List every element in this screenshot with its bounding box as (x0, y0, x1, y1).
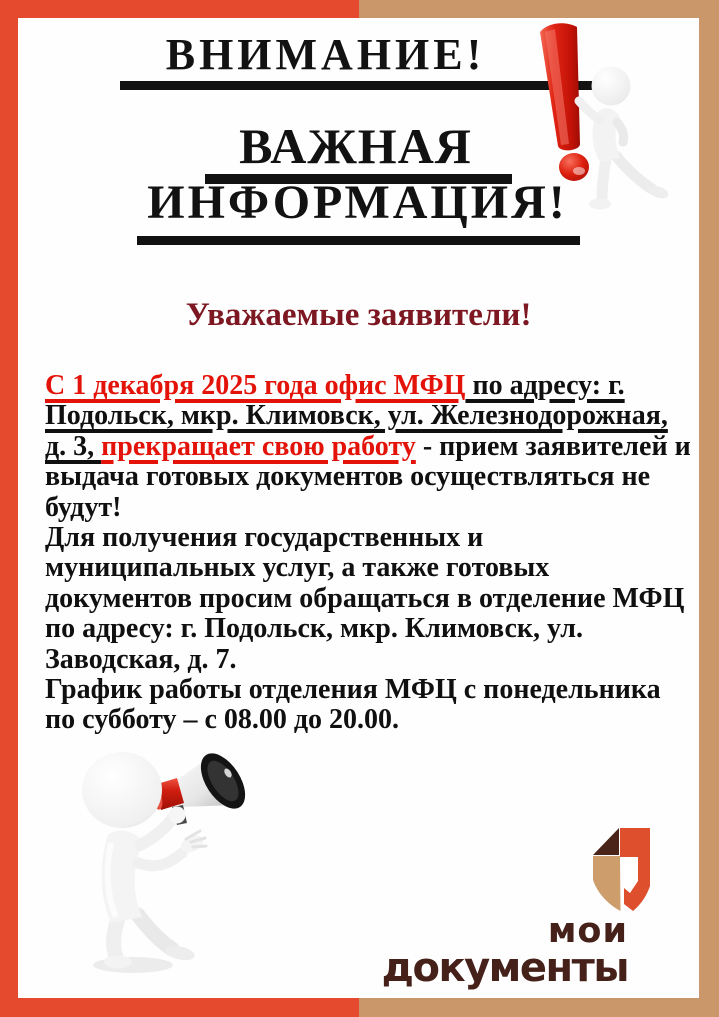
body-line (45, 705, 685, 735)
title-line-1-text: ВНИМАНИЕ! (120, 33, 598, 90)
body-line (45, 401, 685, 431)
body-segment: выдача готовых документов осуществляться не (45, 461, 651, 493)
body-segment-black-underline: по адресу: г. (465, 370, 625, 401)
body-line (45, 553, 685, 583)
frame-left-red (0, 0, 18, 1017)
body-segment: Заводская, д. 7. (45, 643, 237, 675)
body-segment: будут! (45, 491, 122, 523)
body-segment: - прием заявителей и (415, 430, 691, 462)
body-segment: График работы отделения МФЦ с понедельника (45, 674, 661, 706)
body-segment: Для получения государственных и (45, 522, 484, 554)
body-line (45, 493, 685, 523)
logo-word-moi: мои (547, 911, 628, 951)
body-segment-black-underline: Подольск, мкр. Климовск, ул. Железнодорожная, (45, 400, 668, 432)
frame-top-red (0, 0, 359, 18)
mfc-logo-shield-icon (593, 828, 650, 912)
body-line (45, 675, 685, 705)
body-segment-red-underline: прекращает свою работу (101, 430, 416, 462)
frame-top-tan (359, 0, 719, 18)
frame-bottom-red (0, 998, 359, 1017)
body-text (45, 370, 691, 736)
mfc-logo-text (381, 911, 628, 991)
body-line (45, 371, 685, 401)
subtitle: Уважаемые заявители! (185, 297, 532, 333)
body-line (45, 462, 685, 492)
megaphone-icon (147, 746, 248, 825)
body-segment: по адресу: г. Подольск, мкр. Климовск, ул. (45, 613, 584, 645)
exclamation-figure-icon (528, 18, 668, 213)
frame-bottom-tan (359, 998, 719, 1017)
body-line (45, 523, 685, 553)
title-line-3-text: ИНФОРМАЦИЯ! (137, 179, 580, 245)
body-segment: документов просим обращаться в отделение МФЦ (45, 582, 685, 614)
body-line (45, 584, 685, 614)
leaning-3d-figure (579, 67, 668, 210)
body-segment: муниципальных услуг, а также готовых (45, 552, 550, 584)
megaphone-person-icon (58, 743, 248, 981)
frame-right-tan (699, 0, 719, 1017)
body-line (45, 645, 685, 675)
body-segment-red-underline: С 1 декабря 2025 года офис МФЦ (45, 370, 466, 401)
body-segment: по субботу – с 08.00 до 20.00. (45, 704, 400, 736)
title-line-2-text: ВАЖНАЯ (205, 121, 512, 184)
body-line (45, 614, 685, 644)
logo-word-dokumenty: документы (381, 945, 628, 991)
body-segment-black-underline: д. 3, (45, 430, 102, 462)
body-line (45, 430, 691, 462)
